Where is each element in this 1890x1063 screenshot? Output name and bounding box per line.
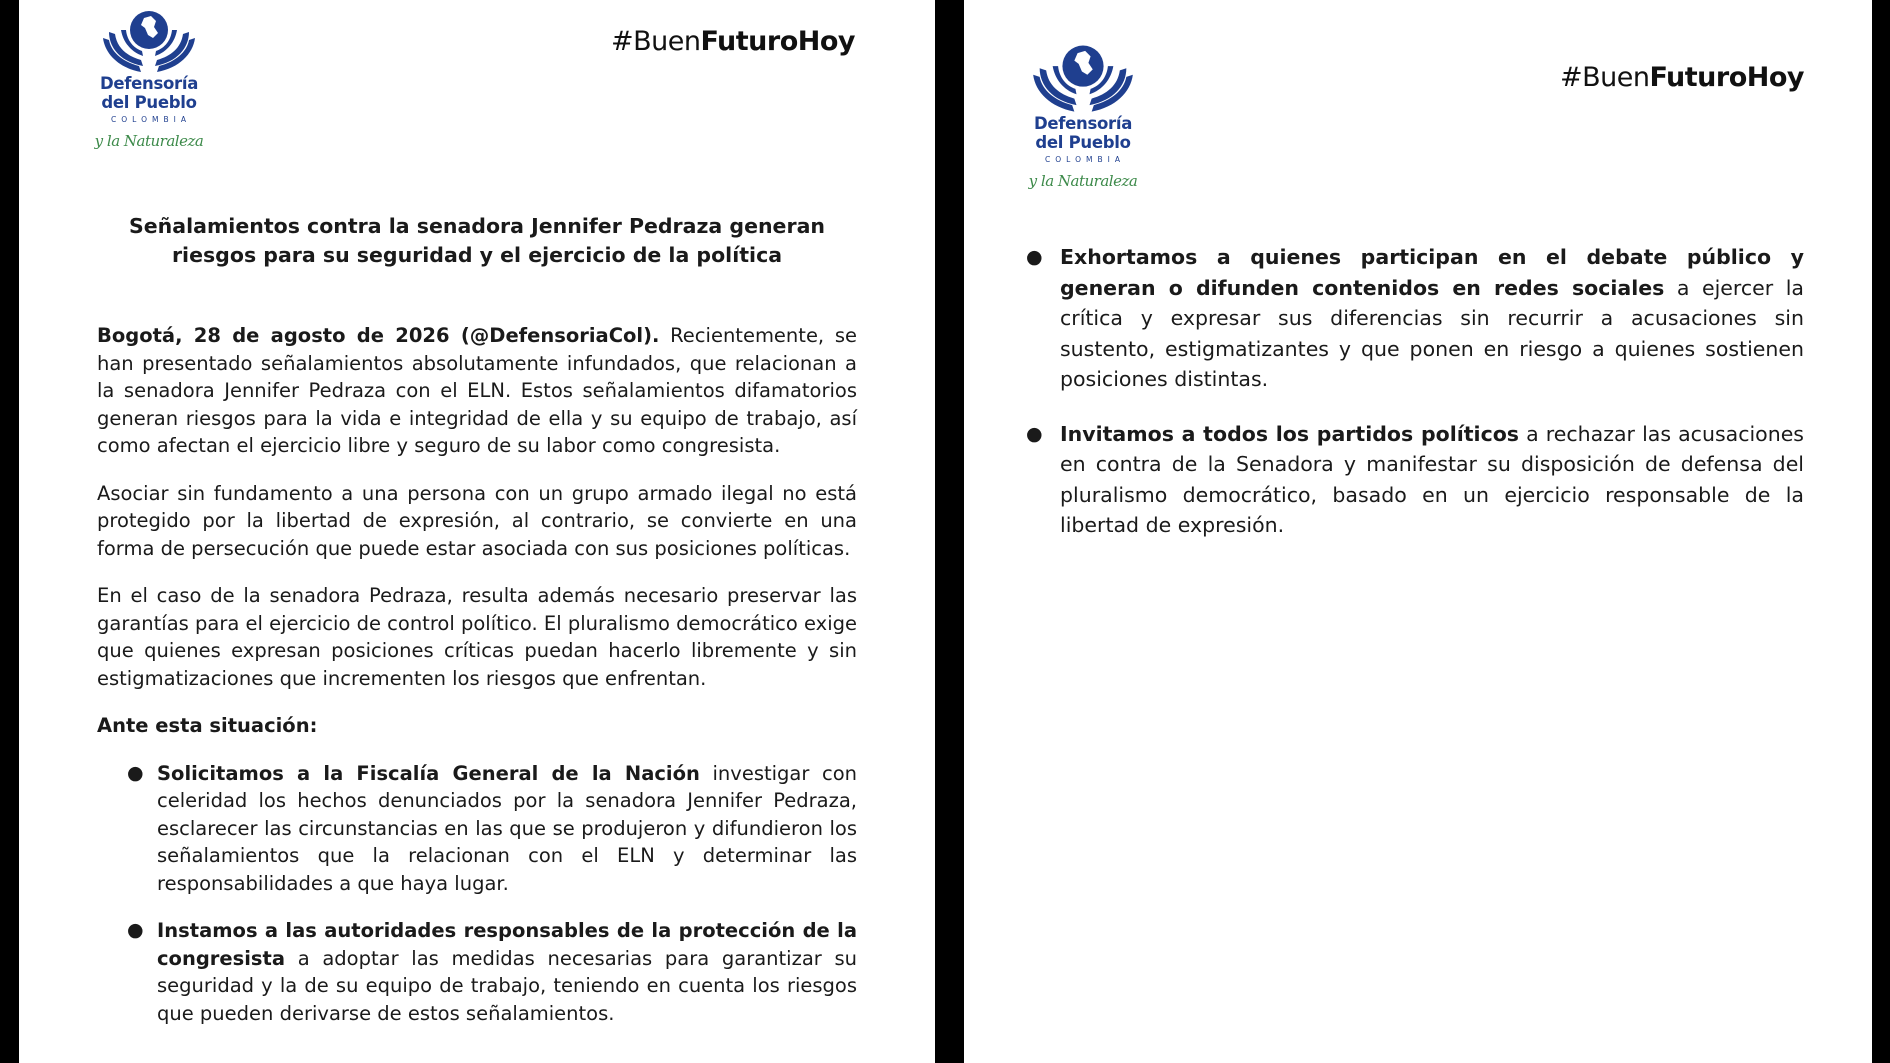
bullet-dot-icon: ●: [127, 919, 144, 941]
press-release-title: Señalamientos contra la senadora Jennifer Pedraza generan riesgos para su seguridad y el ejercicio de la política: [128, 214, 826, 267]
list-item-lead: Solicitamos a la Fiscalía General de la Nación: [157, 761, 700, 785]
logo-tagline: y la Naturaleza: [1028, 172, 1138, 190]
list-item: [1024, 419, 1804, 541]
hashtag-prefix: #Buen: [610, 26, 701, 57]
defensoria-logo: [94, 8, 204, 150]
bullet-dot-icon: ●: [1026, 422, 1043, 445]
logo-org-line-1: Defensoría: [99, 74, 199, 93]
logo-tagline: y la Naturaleza: [94, 132, 204, 150]
action-list: [1024, 242, 1804, 541]
logo-country: COLOMBIA: [1045, 155, 1125, 164]
document-page-1: [19, 0, 935, 1063]
hashtag-bold: FuturoHoy: [1649, 62, 1804, 93]
list-item-lead: Instamos a las autoridades responsables de la protección de la congresista: [157, 919, 857, 970]
document-page-2: [964, 0, 1872, 1063]
press-release-body-continued: [1024, 242, 1804, 565]
paragraph-3: En el caso de la senadora Pedraza, resulta además necesario preservar las garantías para el ejercicio de control político. El pluralismo democrático exige que quienes expresan posiciones críticas puedan hacerlo libremente y sin estigmatizaciones que incrementen los riesgos que enfrentan.: [97, 584, 857, 690]
logo-org-line-1: Defensoría: [1033, 114, 1133, 133]
bullet-dot-icon: ●: [1026, 246, 1043, 268]
paragraph-intro-text: Recientemente, se han presentado señalamientos absolutamente infundados, que relacionan a la senadora Jennifer Pedraza con el ELN. Estos señalamientos difamatorios generan riesgos para la vida e integridad de ella y su equipo de trabajo, así como afectan el ejercicio libre y seguro de su labor como congresista.: [97, 324, 857, 457]
list-item: [1024, 242, 1804, 395]
list-item-lead: Invitamos a todos los partidos políticos: [1060, 421, 1520, 446]
section-heading: Ante esta situación:: [97, 714, 318, 737]
list-item-text: a adoptar las medidas necesarias para garantizar su seguridad y la de su equipo de trabajo, teniendo en cuenta los riesgos que pueden derivarse de estos señalamientos.: [157, 946, 857, 1025]
paragraph-intro: [97, 322, 857, 460]
hands-holding-colombia-map-icon: [101, 8, 197, 74]
logo-org-line-2: del Pueblo: [101, 93, 197, 112]
defensoria-logo: [1028, 42, 1138, 190]
list-item: [97, 760, 857, 898]
hashtag-bold: FuturoHoy: [700, 26, 855, 57]
list-item: [97, 917, 857, 1027]
action-list: [97, 760, 857, 1028]
dateline: Bogotá, 28 de agosto de 2026 (@DefensoriaCol).: [97, 324, 660, 347]
logo-country: COLOMBIA: [111, 115, 191, 124]
logo-org-line-2: del Pueblo: [1035, 133, 1131, 152]
campaign-hashtag: [1560, 62, 1804, 93]
hashtag-prefix: #Buen: [1559, 62, 1650, 93]
campaign-hashtag: [611, 26, 855, 57]
list-item-lead: Exhortamos a quienes participan en el debate público y generan o difunden contenidos en redes sociales: [1060, 245, 1804, 300]
paragraph-2: Asociar sin fundamento a una persona con un grupo armado ilegal no está protegido por la libertad de expresión, al contrario, se convierte en una forma de persecución que puede estar asociada con sus posiciones políticas.: [97, 481, 857, 560]
list-item-text: a rechazar las acusaciones en contra de la Senadora y manifestar su disposición de defensa del pluralismo democrático, basado en un ejercicio responsable de la libertad de expresión.: [1060, 421, 1804, 537]
press-release-body: [97, 322, 857, 1047]
list-item-text: investigar con celeridad los hechos denunciados por la senadora Jennifer Pedraza, esclarecer las circunstancias en las que se produjeron y difundieron los señalamientos que la relacionan con el ELN y determinar las responsabilidades a que haya lugar.: [157, 761, 858, 895]
bullet-dot-icon: ●: [127, 761, 144, 784]
list-item-text: a ejercer la crítica y expresar sus diferencias sin recurrir a acusaciones sin sustento, estigmatizantes y que ponen en riesgo a quienes sostienen posiciones distintas.: [1060, 275, 1804, 391]
hands-holding-colombia-map-icon: [1031, 42, 1135, 114]
